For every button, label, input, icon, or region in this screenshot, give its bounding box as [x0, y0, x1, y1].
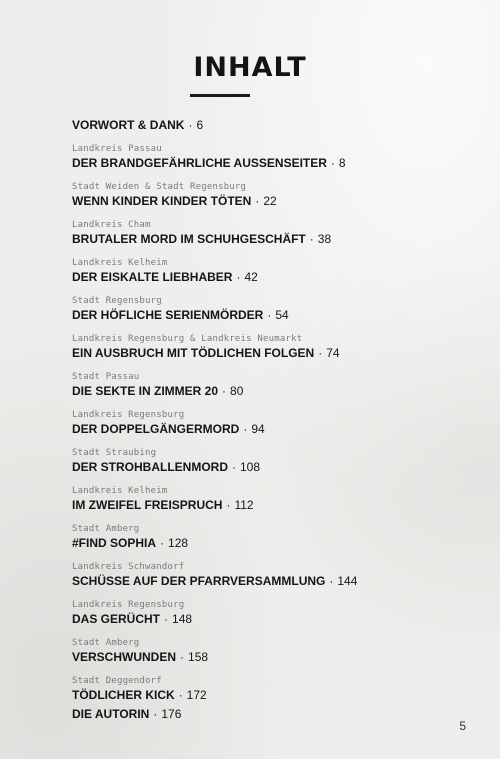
entry-separator: ·: [329, 574, 334, 588]
entry-page-number: 94: [251, 422, 265, 436]
entry-page-number: 172: [186, 688, 207, 702]
entry-line: [72, 649, 472, 666]
entry-page-number: 74: [326, 346, 340, 360]
entry-title: TÖDLICHER KICK: [72, 688, 175, 702]
entry-separator: ·: [232, 460, 236, 474]
entry-location: Stadt Amberg: [72, 524, 140, 534]
toc-entry: [72, 676, 472, 704]
entry-title: VERSCHWUNDEN: [72, 650, 177, 664]
heading-underline: [190, 94, 250, 97]
entry-page-number: 108: [240, 460, 261, 474]
toc-entry: [72, 638, 472, 666]
entry-separator: ·: [153, 707, 158, 721]
entry-page-number: 144: [337, 574, 358, 588]
toc-entry: [72, 486, 472, 514]
entry-page-number: 176: [161, 707, 182, 721]
entry-location: Landkreis Schwandorf: [72, 562, 185, 572]
entry-location: Landkreis Passau: [72, 144, 162, 154]
entry-title: DER HÖFLICHE SERIENMÖRDER: [72, 308, 264, 322]
entry-page-number: 38: [317, 232, 332, 246]
toc-entry: [72, 220, 472, 248]
entry-separator: ·: [309, 232, 314, 246]
entry-page-number: 128: [168, 536, 189, 550]
entry-line: [72, 383, 472, 400]
entry-title: DER BRANDGEFÄHRLICHE AUSSENSEITER: [72, 156, 327, 170]
entry-location: Stadt Amberg: [72, 638, 140, 648]
toc-entry: [72, 562, 472, 590]
toc-entry: [72, 117, 472, 134]
entry-line: [72, 307, 472, 324]
toc-heading: INHALT: [193, 52, 307, 83]
entry-title: BRUTALER MORD IM SCHUHGESCHÄFT: [72, 232, 306, 246]
toc-entry: [72, 410, 472, 438]
entry-title: DAS GERÜCHT: [72, 612, 161, 626]
entry-line: [72, 421, 472, 438]
entry-line: [72, 611, 472, 628]
entry-location: Stadt Weiden & Stadt Regensburg: [72, 182, 247, 192]
entry-line: [72, 687, 472, 704]
entry-line: [72, 345, 472, 362]
entry-separator: ·: [226, 498, 231, 512]
toc-entry: [72, 334, 472, 362]
entry-title: DER STROHBALLENMORD: [72, 460, 228, 474]
toc-entry: [72, 144, 472, 172]
entry-title: EIN AUSBRUCH MIT TÖDLICHEN FOLGEN: [72, 346, 315, 360]
entry-separator: ·: [164, 612, 169, 626]
entry-line: [72, 573, 472, 590]
entry-separator: ·: [180, 650, 185, 664]
entry-line: [72, 459, 472, 476]
entry-page-number: 8: [338, 156, 346, 170]
toc-entry: [72, 296, 472, 324]
entry-location: Stadt Passau: [72, 372, 140, 382]
entry-title: DER EISKALTE LIEBHABER: [72, 270, 233, 284]
entry-separator: ·: [255, 194, 260, 208]
entry-line: [72, 706, 472, 723]
entry-line: [72, 117, 472, 134]
entry-separator: ·: [243, 422, 248, 436]
entry-title: DIE SEKTE IN ZIMMER 20: [72, 384, 219, 398]
entry-separator: ·: [160, 536, 165, 550]
entry-location: Landkreis Cham: [72, 220, 151, 230]
entry-line: [72, 155, 472, 172]
entry-location: Landkreis Regensburg & Landkreis Neumarkt: [72, 334, 303, 344]
page-number: 5: [459, 719, 466, 733]
entry-page-number: 80: [230, 384, 244, 398]
entry-page-number: 112: [234, 498, 254, 512]
entry-separator: ·: [318, 346, 323, 360]
entry-title: SCHÜSSE AUF DER PFARRVERSAMMLUNG: [72, 574, 326, 588]
entry-separator: ·: [267, 308, 272, 322]
toc-entry: [72, 524, 472, 552]
entry-separator: ·: [188, 118, 193, 132]
entry-page-number: 6: [196, 118, 204, 132]
toc-entry: [72, 182, 472, 210]
entry-line: [72, 193, 472, 210]
table-of-contents: [72, 117, 472, 723]
toc-entry: [72, 258, 472, 286]
entry-page-number: 148: [172, 612, 193, 626]
entry-page-number: 158: [188, 650, 209, 664]
toc-entry: [72, 448, 472, 476]
entry-location: Landkreis Regensburg: [72, 410, 185, 420]
entry-title: DER DOPPELGÄNGERMORD: [72, 422, 240, 436]
toc-entry: [72, 372, 472, 400]
entry-location: Stadt Regensburg: [72, 296, 162, 306]
entry-location: Landkreis Regensburg: [72, 600, 185, 610]
entry-line: [72, 497, 472, 514]
entry-page-number: 42: [244, 270, 258, 284]
entry-title: DIE AUTORIN: [72, 707, 150, 721]
entry-separator: ·: [330, 156, 335, 170]
entry-title: WENN KINDER KINDER TÖTEN: [72, 194, 252, 208]
entry-location: Stadt Straubing: [72, 448, 157, 458]
entry-separator: ·: [222, 384, 227, 398]
entry-title: VORWORT & DANK: [72, 118, 185, 132]
entry-location: Landkreis Kelheim: [72, 486, 168, 496]
toc-entry: [72, 706, 472, 723]
entry-page-number: 54: [275, 308, 289, 322]
entry-title: #FIND SOPHIA: [72, 536, 157, 550]
entry-location: Stadt Deggendorf: [72, 676, 162, 686]
entry-line: [72, 231, 472, 248]
entry-separator: ·: [178, 688, 183, 702]
entry-line: [72, 269, 472, 286]
entry-separator: ·: [236, 270, 241, 284]
entry-location: Landkreis Kelheim: [72, 258, 168, 268]
entry-title: IM ZWEIFEL FREISPRUCH: [72, 498, 223, 512]
toc-entry: [72, 600, 472, 628]
entry-line: [72, 535, 472, 552]
entry-page-number: 22: [263, 194, 277, 208]
